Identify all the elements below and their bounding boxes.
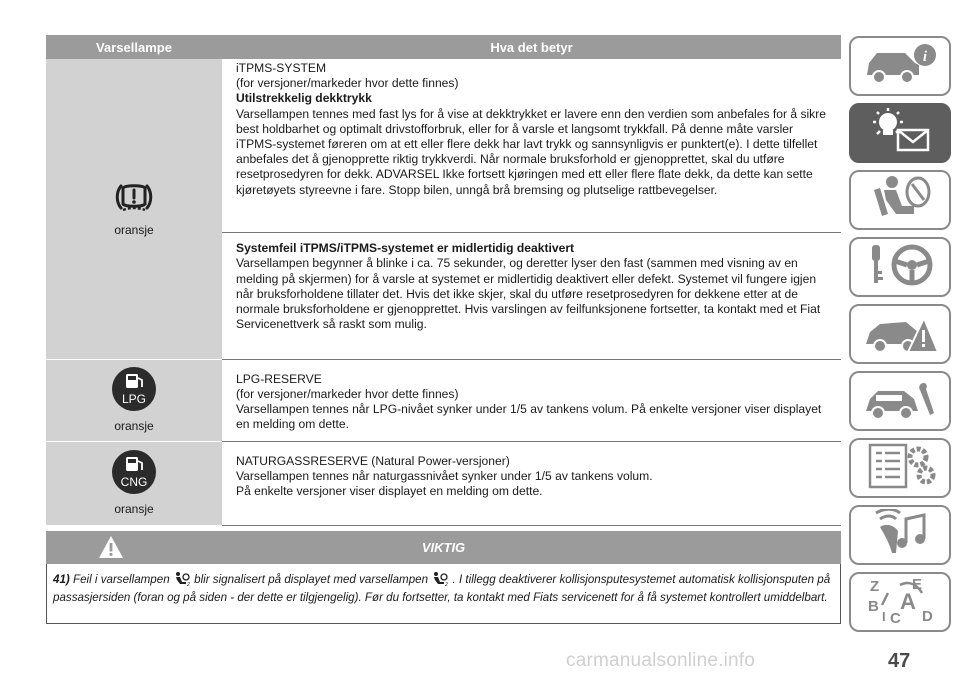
airbag-passenger-icon bbox=[432, 571, 448, 591]
spec-sheet-gears-icon bbox=[860, 441, 940, 496]
warning-box-header bbox=[46, 531, 841, 564]
warning-text: Feil i varsellampen bbox=[73, 573, 170, 586]
lpg-fuel-icon bbox=[111, 366, 157, 416]
airbag-passenger-icon bbox=[174, 571, 190, 591]
column-header-meaning: Hva det betyr bbox=[222, 35, 841, 59]
warning-lights-table bbox=[46, 35, 841, 526]
index-letter: I bbox=[882, 608, 886, 624]
index-letter: Z bbox=[870, 577, 880, 595]
lamp-color-label: oransje bbox=[114, 419, 154, 433]
meaning-cell bbox=[222, 59, 841, 233]
index-letter: E bbox=[912, 575, 923, 593]
index-letter: B bbox=[868, 597, 879, 615]
description-text: På enkelte versjoner viser displayet en melding om dette. bbox=[236, 483, 543, 498]
section-title: NATURGASSRESERVE (Natural Power-versjoner) bbox=[236, 453, 510, 468]
index-letter: A bbox=[900, 588, 916, 614]
seat-airbag-icon bbox=[862, 174, 938, 227]
description-text: Varsellampen tennes med fast lys for å vise at dekktrykket er lavere enn den verdien som anbefales for å sikre best holdbarhet og optimalt drivstofforbruk, eller for å varsle et langsomt trykkfall. På denne måte varsler iTPMS-systemet føreren om at ett eller flere dekk har lavt trykk og sannsynligvis er punktert(e). I dette tilfellet anbefales det å gjenopprette riktig trykkverdi. Når normale bruksforhold er gjenopprettet, skal du utføre resetprosedyren for dekk. ADVARSEL Ikke fortsett kjøringen med ett eller flere flate dekk, da dette kan sette kjøretøyets styreevne i fare. Stopp bilen, unngå brå bremsing og plutselige rattbevegelser. bbox=[236, 106, 826, 197]
description-text: Varsellampen begynner å blinke i ca. 75 sekunder, og deretter lyser den fast (sammen med visning av en melding på skjermen) for å varsle at systemet er midlertidig deaktivert eller defekt. Systemet vil fungere igjen når bruksforholdene tillater det. Hvis det ikke skjer, skal du utføre resetprosedyren for dekkene etter at de normale bruksforholdene er gjenopprettet. Hvis varslingen av feilfunksjonene fortsetter, ta kontakt med et Fiat Servicenettverk så raskt som mulig. bbox=[236, 256, 821, 332]
tab-maintenance[interactable] bbox=[849, 371, 951, 431]
warning-text: . I tillegg deaktiverer kollisjonsputesystemet automatisk kollisjonsputen på passasjersiden (foran og på siden - der dette er tilgjengelig). Før du fortsetter, ta kontakt med Fiats servicenett for å få systemet kontrollert umiddelbart. bbox=[53, 573, 831, 604]
availability-note: (for versjoner/markeder hvor dette finnes) bbox=[236, 386, 459, 401]
svg-text:2: 2 bbox=[186, 582, 190, 586]
tpms-warning-icon bbox=[114, 180, 154, 220]
table-row bbox=[46, 359, 841, 441]
watermark-text: carmanualsonline.info bbox=[566, 650, 756, 671]
meaning-cell bbox=[222, 359, 841, 441]
description-text: Varsellampen tennes når naturgassnivået synker under 1/5 av tankens volum. bbox=[236, 468, 653, 483]
note-reference: 41) bbox=[53, 573, 70, 586]
car-service-icon bbox=[860, 375, 940, 428]
lpg-icon-text: LPG bbox=[121, 391, 147, 406]
cng-icon-text: CNG bbox=[120, 474, 148, 489]
car-accident-icon bbox=[860, 308, 940, 361]
icon-cell bbox=[46, 359, 222, 441]
tab-driving[interactable] bbox=[849, 237, 951, 297]
index-letter: C bbox=[890, 609, 901, 625]
icon-cell bbox=[46, 441, 222, 525]
meaning-cell bbox=[222, 233, 841, 359]
section-title: LPG-RESERVE bbox=[236, 371, 322, 386]
subsection-heading: Systemfeil iTPMS/iTPMS-systemet er midlertidig deaktivert bbox=[236, 241, 575, 256]
warning-title: VIKTIG bbox=[421, 540, 466, 555]
section-title: iTPMS-SYSTEM bbox=[236, 61, 327, 75]
svg-text:i: i bbox=[922, 48, 928, 65]
svg-text:2: 2 bbox=[445, 582, 449, 586]
warning-light-message-icon bbox=[860, 108, 940, 159]
meaning-cell bbox=[222, 441, 841, 525]
tab-warning-lights[interactable] bbox=[849, 103, 951, 163]
tab-index[interactable] bbox=[849, 572, 951, 632]
description-text: Varsellampen tennes når LPG-nivået synker under 1/5 av tankens volum. På enkelte versjoner viser displayet en melding om dette. bbox=[236, 401, 822, 432]
tab-technical-data[interactable] bbox=[849, 438, 951, 498]
multimedia-icon bbox=[862, 509, 938, 562]
warning-text: blir signalisert på displayet med varsellampen bbox=[194, 573, 429, 586]
tab-car-info[interactable] bbox=[849, 36, 951, 96]
lamp-color-label: oransje bbox=[114, 502, 154, 516]
tab-safety[interactable] bbox=[849, 170, 951, 230]
lamp-color-label: oransje bbox=[114, 222, 154, 237]
table-row bbox=[46, 59, 841, 233]
cng-fuel-icon bbox=[111, 449, 157, 499]
table-row bbox=[46, 441, 841, 525]
page-number: 47 bbox=[888, 650, 911, 672]
table-header-row bbox=[46, 35, 841, 59]
car-info-icon bbox=[861, 41, 939, 92]
tab-multimedia[interactable] bbox=[849, 505, 951, 565]
tab-emergency[interactable] bbox=[849, 304, 951, 364]
index-letter: D bbox=[922, 607, 933, 625]
icon-cell bbox=[46, 59, 222, 359]
availability-note: (for versjoner/markeder hvor dette finnes) bbox=[236, 76, 459, 91]
chapter-tabs bbox=[849, 36, 955, 639]
warning-box-body bbox=[46, 564, 841, 624]
subsection-heading: Utilstrekkelig dekktrykk bbox=[236, 91, 372, 106]
alphabet-index-icon bbox=[860, 575, 940, 630]
key-steering-wheel-icon bbox=[862, 241, 938, 294]
column-header-lamp: Varsellampe bbox=[46, 35, 222, 59]
